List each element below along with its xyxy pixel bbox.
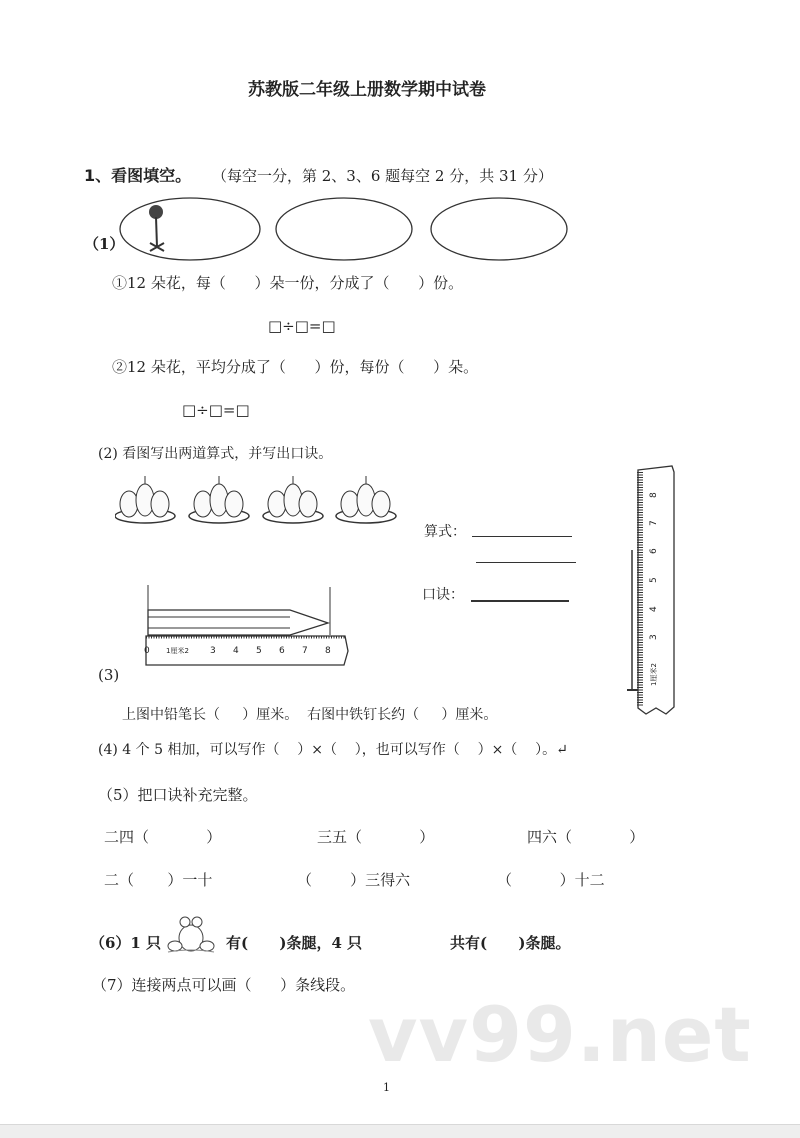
part-6-text-c: 共有( )条腿。 [450, 934, 571, 952]
formula-answer-line-2[interactable] [476, 562, 576, 563]
frog-icon [166, 910, 216, 955]
rhyme-blank: （ ）三得六 [297, 871, 411, 889]
rhyme-blank: 四六（ ） [527, 828, 645, 846]
rhyme-blank: 三五（ ） [317, 828, 435, 846]
formula-label: 算式： [424, 524, 466, 540]
part-5-text: （5）把口诀补充完整。 [98, 786, 258, 804]
part-4-text: (4) 4 个 5 相加，可以写作（ ）×（ ），也可以写作（ ）×（ ）。↵ [98, 742, 568, 758]
ruler-v-tick: 7 [649, 520, 659, 526]
ruler-h-tick: 3 [210, 646, 216, 656]
part-6-text-b: 有( )条腿，4 只 [226, 934, 363, 952]
ruler-h-tick: 5 [256, 646, 262, 656]
ruler-v-tick: 6 [649, 548, 659, 554]
page-title: 苏教版二年级上册数学期中试卷 [248, 80, 486, 100]
ruler-v-tick: 1厘米2 [650, 663, 658, 686]
page-bottom-edge [0, 1124, 800, 1138]
ruler-v-tick: 4 [649, 606, 659, 612]
formula-answer-line-1[interactable] [472, 536, 572, 537]
ruler-h-tick: 1厘米2 [166, 647, 189, 655]
part-1-line-2: ②12 朵花，平均分成了（ ）份，每份（ ）朵。 [112, 358, 479, 376]
part-3-label: (3) [98, 666, 120, 684]
rhyme-blank: 二（ ）一十 [104, 871, 213, 889]
rhyme-answer-line[interactable] [471, 600, 569, 602]
page-number: 1 [383, 1081, 390, 1094]
flower-icon [149, 205, 164, 251]
part-1-line-1: ①12 朵花，每（ ）朵一份，分成了（ ）份。 [112, 274, 464, 292]
ruler-h-tick: 8 [325, 646, 331, 656]
ruler-v-tick: 5 [649, 577, 659, 583]
ruler-v-tick: 3 [649, 634, 659, 640]
part-1-label: （1） [84, 235, 125, 253]
question-1-heading: 1、看图填空。 [84, 166, 192, 185]
ruler-h-tick: 6 [279, 646, 285, 656]
rhyme-label: 口诀： [422, 587, 464, 603]
part-3-text: 上图中铅笔长（ ）厘米。 右图中铁钉长约（ ）厘米。 [122, 707, 498, 723]
part-6-text-a: （6）1 只 [90, 934, 162, 952]
ruler-h-tick: 0 [144, 646, 150, 656]
rhyme-blank: 二四（ ） [104, 828, 222, 846]
ruler-h-tick: 4 [233, 646, 239, 656]
part-1-equation-1: □÷□=□ [268, 317, 336, 335]
ruler-h-tick: 7 [302, 646, 308, 656]
part-1-equation-2: □÷□=□ [182, 401, 250, 419]
question-1-note: （每空一分，第 2、3、6 题每空 2 分，共 31 分） [212, 167, 553, 185]
pear-plates-image [115, 470, 415, 530]
pencil-ruler-image [140, 585, 355, 670]
nail-ruler-image [626, 462, 681, 720]
part-2-text: (2) 看图写出两道算式，并写出口诀。 [98, 446, 333, 462]
ruler-v-tick: 8 [649, 492, 659, 498]
grouping-ellipses [110, 195, 580, 267]
rhyme-blank: （ ）十二 [497, 871, 605, 889]
part-7-text: （7）连接两点可以画（ ）条线段。 [92, 976, 356, 994]
watermark: vv99.net [368, 990, 752, 1079]
